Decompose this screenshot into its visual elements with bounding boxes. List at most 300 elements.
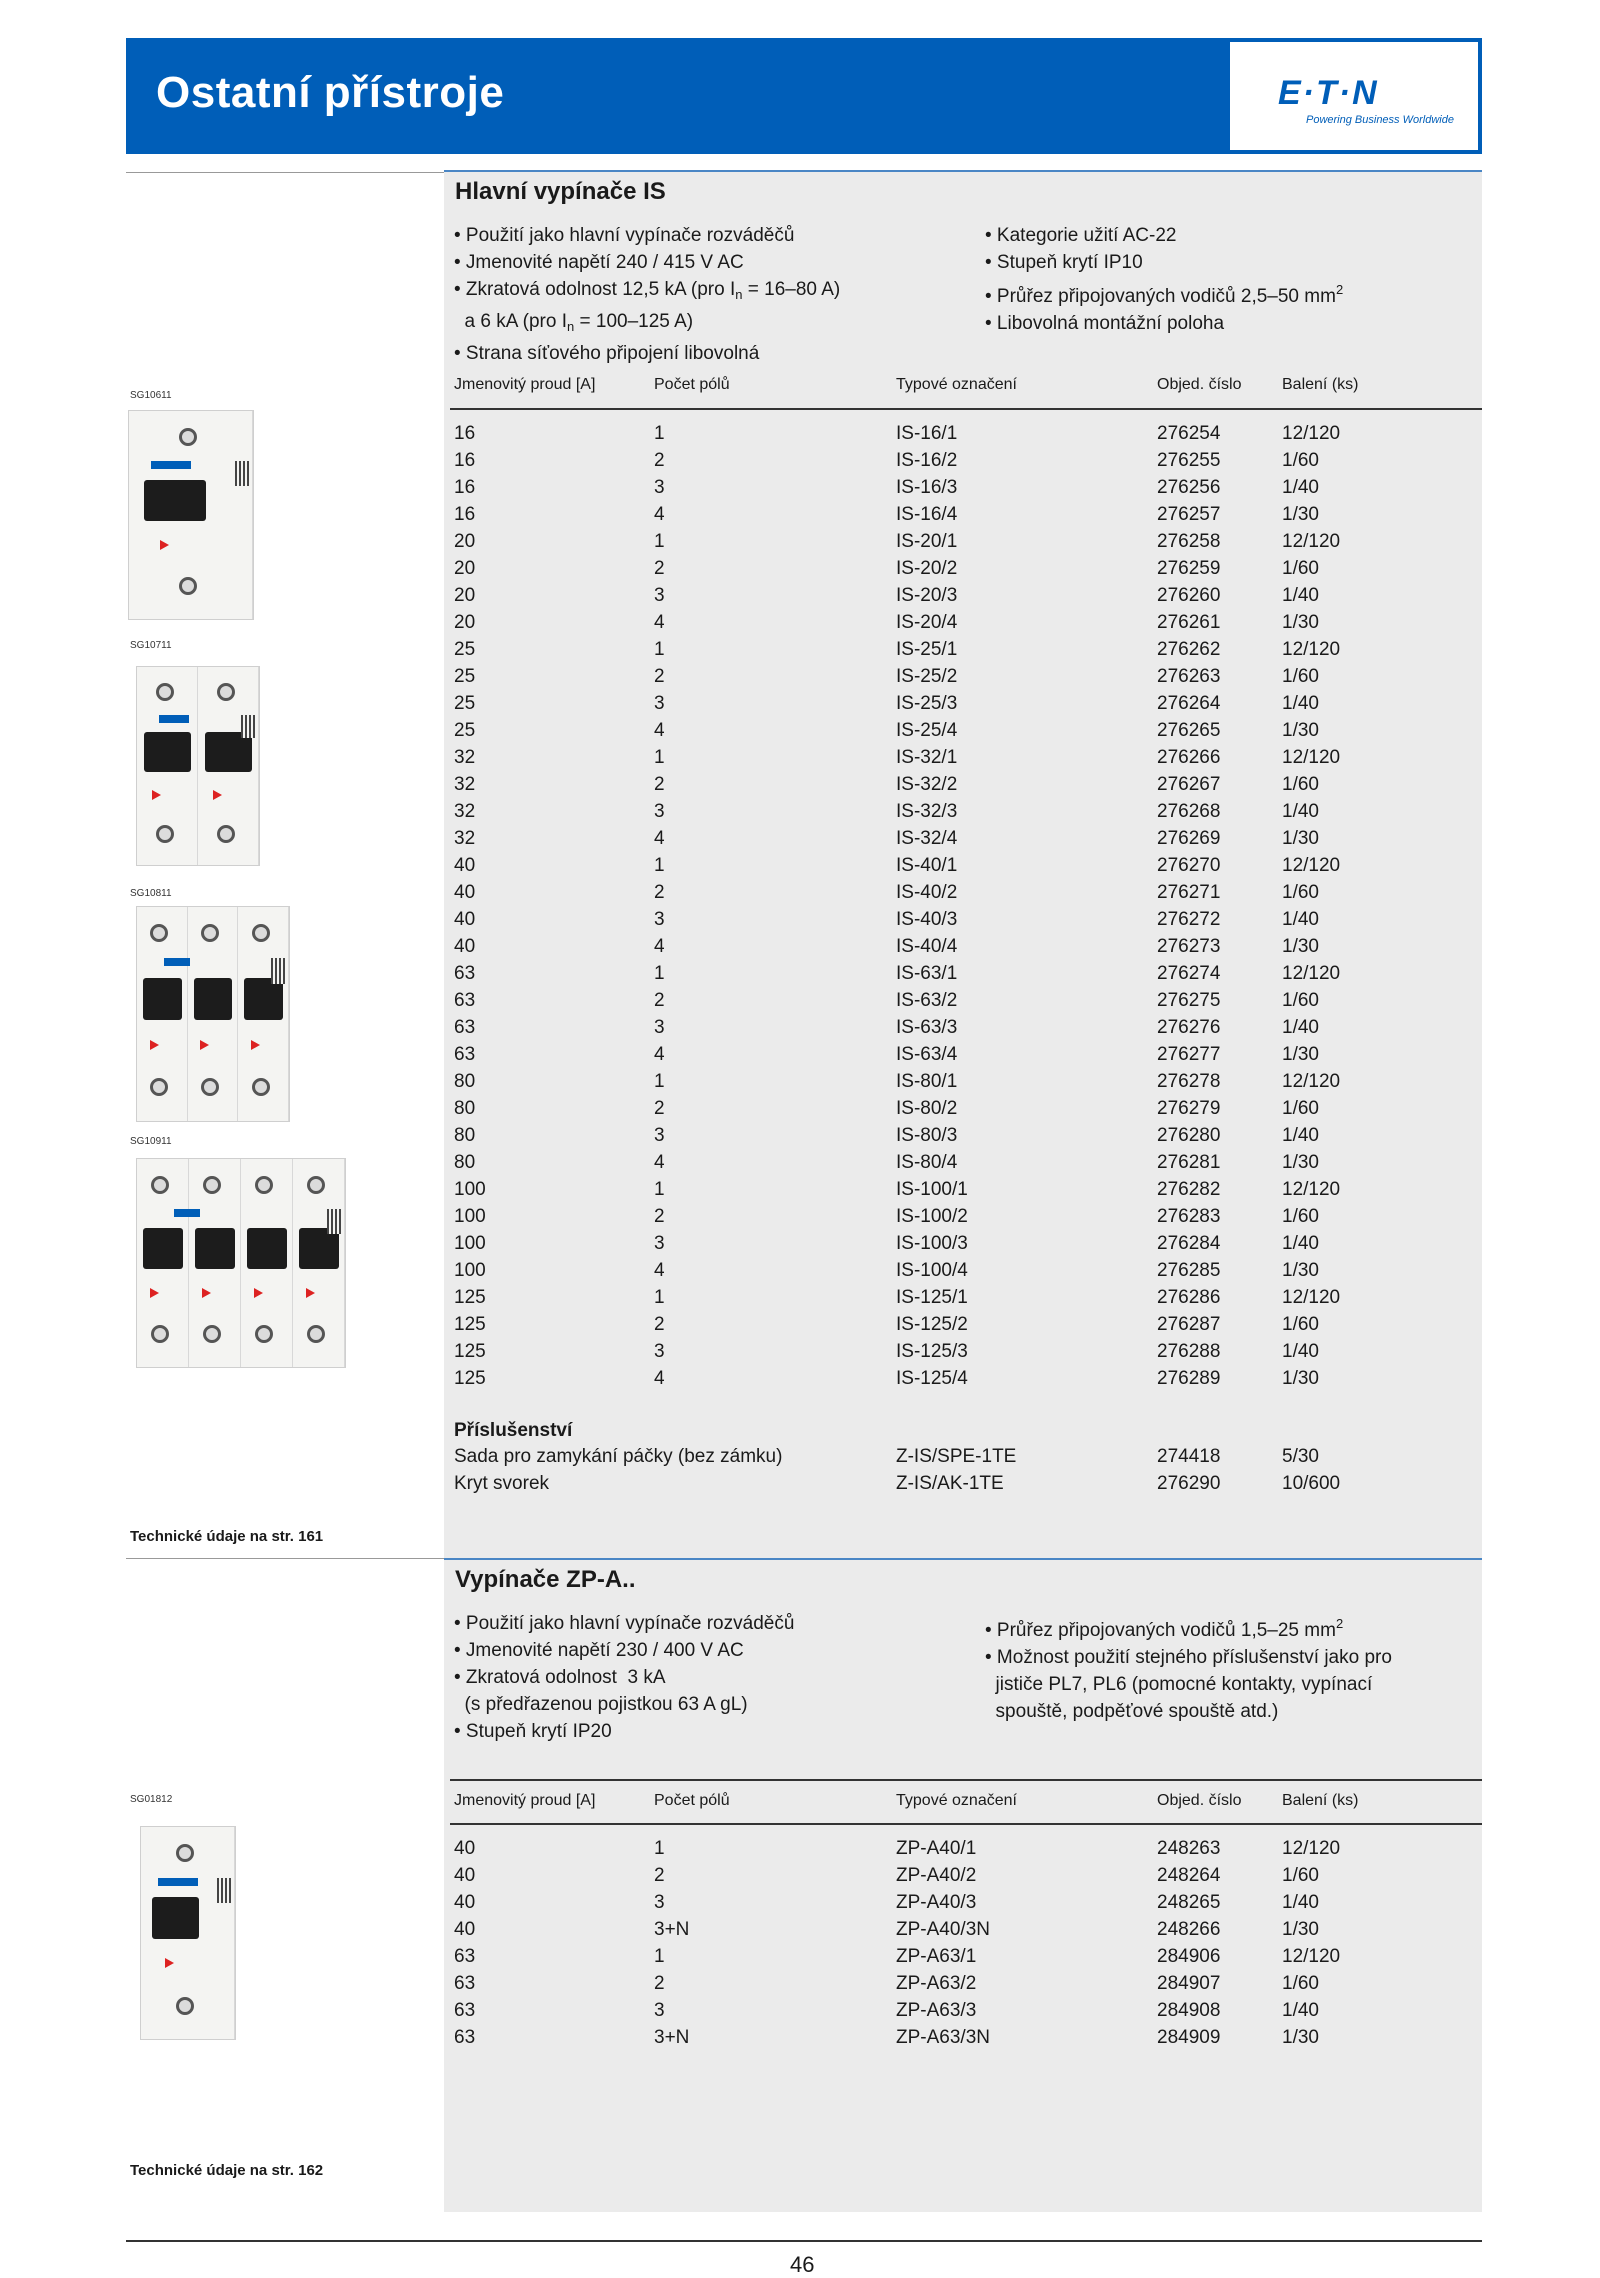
table-cell: IS-40/4	[896, 936, 958, 957]
table-cell: 12/120	[1282, 1071, 1341, 1092]
table-cell: IS-80/4	[896, 1152, 958, 1173]
column-header: Balení (ks)	[1282, 1792, 1359, 1809]
column-header: Počet pólů	[654, 1792, 730, 1809]
column-header: Počet pólů	[654, 376, 730, 393]
toggle-handle-icon	[144, 480, 206, 522]
table-top-rule	[450, 1779, 1482, 1781]
table-cell: Z-IS/AK-1TE	[896, 1473, 1004, 1494]
table-cell: 274418	[1157, 1446, 1221, 1467]
table-cell: 2	[654, 558, 665, 579]
table-cell: 40	[454, 936, 476, 957]
table-cell: 1/40	[1282, 585, 1319, 606]
table-cell: 125	[454, 1314, 486, 1335]
table-cell: IS-100/3	[896, 1233, 968, 1254]
indicator-arrow-icon	[254, 1288, 263, 1298]
feature-text: (s předřazenou pojistkou 63 A gL)	[454, 1694, 748, 1715]
table-cell: 16	[454, 423, 476, 444]
switch-1-pole-image	[128, 410, 254, 620]
table-cell: 1/30	[1282, 720, 1319, 741]
feature-line	[985, 1698, 1392, 1725]
table-cell: IS-16/3	[896, 477, 958, 498]
table-cell: 3	[654, 801, 665, 822]
table-cell: ZP-A40/3N	[896, 1919, 990, 1940]
table-cell: 3+N	[654, 1919, 690, 1940]
table-cell: 25	[454, 693, 476, 714]
feature-line	[454, 1664, 794, 1691]
table-cell: IS-63/2	[896, 990, 958, 1011]
table-cell: 1	[654, 1071, 665, 1092]
column-header: Jmenovitý proud [A]	[454, 1792, 596, 1809]
table-cell: 100	[454, 1233, 486, 1254]
table-cell: 2	[654, 1865, 665, 1886]
table-cell: 80	[454, 1152, 476, 1173]
table-cell: 276283	[1157, 1206, 1221, 1227]
feature-line	[985, 222, 1343, 249]
table-row	[0, 1473, 1600, 1500]
table-cell: 276255	[1157, 450, 1221, 471]
table-cell: 2	[654, 990, 665, 1011]
table-cell: 1/40	[1282, 693, 1319, 714]
table-cell: 2	[654, 666, 665, 687]
table-cell: 1/60	[1282, 1865, 1319, 1886]
feature-text: • Možnost použití stejného příslušenství jako pro	[985, 1647, 1392, 1668]
zpa-switch-image	[140, 1826, 236, 2040]
indicator-arrow-icon	[213, 790, 222, 800]
table-cell: 276273	[1157, 936, 1221, 957]
table-cell: 276278	[1157, 1071, 1221, 1092]
feature-line	[454, 1637, 794, 1664]
table-row	[0, 1125, 1600, 1152]
table-cell: 4	[654, 1044, 665, 1065]
feature-text: • Použití jako hlavní vypínače rozváděčů	[454, 1613, 795, 1634]
section-zpa-features-right	[985, 1610, 1392, 1725]
indicator-arrow-icon	[150, 1288, 159, 1298]
table-cell: 1/40	[1282, 1017, 1319, 1038]
table-cell: 276263	[1157, 666, 1221, 687]
table-cell: IS-80/2	[896, 1098, 958, 1119]
table-cell: 25	[454, 720, 476, 741]
table-cell: 20	[454, 558, 476, 579]
feature-line	[454, 308, 840, 340]
table-cell: 1/30	[1282, 1044, 1319, 1065]
table-row	[0, 1838, 1600, 1865]
table-cell: 1/60	[1282, 1206, 1319, 1227]
screw-icon	[217, 683, 235, 701]
table-cell: 40	[454, 909, 476, 930]
indicator-arrow-icon	[306, 1288, 315, 1298]
table-cell: 5/30	[1282, 1446, 1319, 1467]
section-is-features-right	[985, 222, 1343, 337]
table-cell: IS-20/4	[896, 612, 958, 633]
table-cell: 4	[654, 720, 665, 741]
table-cell: 63	[454, 2000, 476, 2021]
toggle-handle-icon	[205, 732, 251, 772]
table-cell: 3	[654, 477, 665, 498]
table-cell: 1	[654, 1287, 665, 1308]
indicator-arrow-icon	[150, 1040, 159, 1050]
table-cell: 16	[454, 450, 476, 471]
table-cell: IS-80/3	[896, 1125, 958, 1146]
column-header: Typové označení	[896, 1792, 1017, 1809]
toggle-handle-icon	[195, 1228, 235, 1270]
screw-icon	[179, 428, 197, 446]
table-cell: 12/120	[1282, 963, 1341, 984]
feature-text: • Průřez připojovaných vodičů 1,5–25 mm	[985, 1620, 1336, 1641]
table-cell: 2	[654, 1098, 665, 1119]
table-cell: 276264	[1157, 693, 1221, 714]
table-cell: 276280	[1157, 1125, 1221, 1146]
label-stripe-icon	[235, 461, 249, 486]
table-cell: 63	[454, 1017, 476, 1038]
table-cell: IS-32/1	[896, 747, 958, 768]
table-cell: 1/40	[1282, 477, 1319, 498]
table-cell: 12/120	[1282, 531, 1341, 552]
table-cell: Kryt svorek	[454, 1473, 550, 1494]
table-cell: 276258	[1157, 531, 1221, 552]
table-cell: 100	[454, 1260, 486, 1281]
table-cell: 276262	[1157, 639, 1221, 660]
eaton-logo	[1230, 42, 1478, 150]
table-cell: 276269	[1157, 828, 1221, 849]
table-cell: 284909	[1157, 2027, 1221, 2048]
feature-text: • Průřez připojovaných vodičů 2,5–50 mm	[985, 286, 1336, 307]
indicator-arrow-icon	[251, 1040, 260, 1050]
screw-icon	[176, 1997, 194, 2015]
table-cell: 12/120	[1282, 1179, 1341, 1200]
label-stripe-icon	[217, 1878, 231, 1903]
image-code: SG10711	[130, 640, 172, 651]
table-cell: 1/60	[1282, 882, 1319, 903]
page-title: Ostatní přístroje	[156, 68, 505, 117]
feature-line	[454, 1718, 794, 1745]
table-cell: 32	[454, 747, 476, 768]
table-cell: 276254	[1157, 423, 1221, 444]
table-cell: IS-16/2	[896, 450, 958, 471]
table-cell: 276268	[1157, 801, 1221, 822]
accessories-title: Příslušenství	[454, 1420, 573, 1441]
table-cell: 248266	[1157, 1919, 1221, 1940]
eaton-mark-icon	[151, 461, 191, 469]
table-cell: 276279	[1157, 1098, 1221, 1119]
table-cell: 16	[454, 477, 476, 498]
table-cell: IS-25/2	[896, 666, 958, 687]
table-cell: 276270	[1157, 855, 1221, 876]
table-cell: 3	[654, 1017, 665, 1038]
table-cell: 3	[654, 909, 665, 930]
subscript: n	[735, 287, 743, 302]
toggle-handle-icon	[143, 978, 182, 1021]
table-cell: 2	[654, 450, 665, 471]
toggle-handle-icon	[152, 1897, 199, 1939]
table-cell: 248264	[1157, 1865, 1221, 1886]
table-row	[0, 882, 1600, 909]
table-cell: 12/120	[1282, 1946, 1341, 1967]
screw-icon	[203, 1176, 221, 1194]
table-cell: IS-80/1	[896, 1071, 958, 1092]
table-cell: IS-125/2	[896, 1314, 968, 1335]
table-cell: 125	[454, 1368, 486, 1389]
feature-text: spouště, podpěťové spouště atd.)	[985, 1701, 1279, 1722]
table-cell: 276287	[1157, 1314, 1221, 1335]
table-cell: 276277	[1157, 1044, 1221, 1065]
table-cell: 1/60	[1282, 1314, 1319, 1335]
table-row	[0, 2000, 1600, 2027]
table-cell: IS-25/3	[896, 693, 958, 714]
table-cell: IS-32/2	[896, 774, 958, 795]
screw-icon	[176, 1844, 194, 1862]
table-cell: IS-100/4	[896, 1260, 968, 1281]
table-cell: 40	[454, 882, 476, 903]
superscript: 2	[1335, 282, 1344, 297]
section-zpa-rule	[444, 1558, 1482, 1560]
table-cell: 1/30	[1282, 612, 1319, 633]
table-cell: 284907	[1157, 1973, 1221, 1994]
feature-text: jističe PL7, PL6 (pomocné kontakty, vypínací	[985, 1674, 1373, 1695]
feature-line	[985, 1610, 1392, 1644]
subscript: n	[567, 319, 575, 334]
screw-icon	[307, 1176, 325, 1194]
table-cell: 63	[454, 1946, 476, 1967]
left-divider	[126, 172, 444, 173]
table-cell: 32	[454, 828, 476, 849]
eaton-mark-icon	[158, 1878, 198, 1886]
indicator-arrow-icon	[160, 540, 169, 550]
feature-text: = 100–125 A)	[574, 311, 694, 332]
footer-rule	[126, 2240, 1482, 2242]
table-cell: 125	[454, 1287, 486, 1308]
table-cell: 12/120	[1282, 1838, 1341, 1859]
table-cell: 276284	[1157, 1233, 1221, 1254]
feature-line	[985, 1671, 1392, 1698]
switch-3-pole-image	[136, 906, 290, 1122]
table-cell: 1/60	[1282, 1973, 1319, 1994]
table-cell: 3	[654, 585, 665, 606]
table-cell: 276274	[1157, 963, 1221, 984]
table-cell: 276285	[1157, 1260, 1221, 1281]
feature-line	[454, 1610, 794, 1637]
table-cell: 276256	[1157, 477, 1221, 498]
table-cell: 3	[654, 2000, 665, 2021]
table-cell: 1/30	[1282, 1152, 1319, 1173]
table-cell: ZP-A63/3N	[896, 2027, 990, 2048]
image-code: SG10911	[130, 1136, 172, 1147]
table-cell: 20	[454, 531, 476, 552]
table-cell: 80	[454, 1071, 476, 1092]
switch-2-pole-image	[136, 666, 260, 866]
table-cell: 2	[654, 882, 665, 903]
feature-text: • Jmenovité napětí 230 / 400 V AC	[454, 1640, 744, 1661]
table-cell: 3	[654, 1233, 665, 1254]
section-is-features-left	[454, 222, 840, 367]
table-cell: 1	[654, 531, 665, 552]
feature-line	[985, 310, 1343, 337]
table-cell: 4	[654, 828, 665, 849]
switch-4-pole-image	[136, 1158, 346, 1368]
table-cell: IS-63/4	[896, 1044, 958, 1065]
table-cell: IS-20/3	[896, 585, 958, 606]
screw-icon	[252, 924, 270, 942]
table-header-rule	[450, 1823, 1482, 1825]
table-cell: IS-63/3	[896, 1017, 958, 1038]
table-cell: 1/40	[1282, 1341, 1319, 1362]
screw-icon	[252, 1078, 270, 1096]
image-code: SG01812	[130, 1794, 173, 1805]
table-cell: IS-16/1	[896, 423, 958, 444]
feature-line	[985, 276, 1343, 310]
feature-text: • Stupeň krytí IP20	[454, 1721, 612, 1742]
table-cell: ZP-A40/3	[896, 1892, 977, 1913]
table-cell: 1	[654, 855, 665, 876]
feature-line	[454, 1691, 794, 1718]
table-cell: 25	[454, 666, 476, 687]
page-number: 46	[790, 2252, 815, 2277]
table-cell: 80	[454, 1125, 476, 1146]
feature-line	[454, 249, 840, 276]
column-header: Balení (ks)	[1282, 376, 1359, 393]
toggle-handle-icon	[194, 978, 233, 1021]
feature-text: • Zkratová odolnost 12,5 kA (pro I	[454, 279, 736, 300]
label-stripe-icon	[327, 1209, 341, 1234]
table-cell: 63	[454, 1044, 476, 1065]
table-cell: 1/30	[1282, 504, 1319, 525]
table-cell: 1/30	[1282, 2027, 1319, 2048]
table-cell: 125	[454, 1341, 486, 1362]
table-cell: 248263	[1157, 1838, 1221, 1859]
image-code: SG10611	[130, 390, 172, 401]
toggle-handle-icon	[144, 732, 190, 772]
table-cell: 3	[654, 693, 665, 714]
feature-line	[985, 1644, 1392, 1671]
table-cell: 3	[654, 1125, 665, 1146]
table-cell: 1	[654, 1179, 665, 1200]
table-cell: 63	[454, 963, 476, 984]
table-cell: 1/30	[1282, 1919, 1319, 1940]
table-cell: 276266	[1157, 747, 1221, 768]
tech-data-note: Technické údaje na str. 162	[130, 2162, 324, 2179]
table-cell: 276275	[1157, 990, 1221, 1011]
table-cell: 1	[654, 423, 665, 444]
table-cell: 276289	[1157, 1368, 1221, 1389]
table-row	[0, 2027, 1600, 2054]
table-cell: 276276	[1157, 1017, 1221, 1038]
table-cell: IS-25/1	[896, 639, 958, 660]
feature-line	[454, 340, 840, 367]
table-cell: 4	[654, 1152, 665, 1173]
table-cell: 32	[454, 774, 476, 795]
table-cell: ZP-A40/1	[896, 1838, 977, 1859]
table-cell: IS-32/3	[896, 801, 958, 822]
table-cell: IS-40/3	[896, 909, 958, 930]
table-cell: ZP-A63/2	[896, 1973, 977, 1994]
table-cell: 63	[454, 1973, 476, 1994]
feature-text: a 6 kA (pro I	[454, 311, 567, 332]
table-cell: 3	[654, 1892, 665, 1913]
table-cell: 1/60	[1282, 450, 1319, 471]
table-cell: 1/30	[1282, 1260, 1319, 1281]
table-cell: 276265	[1157, 720, 1221, 741]
table-cell: 284906	[1157, 1946, 1221, 1967]
table-cell: 276272	[1157, 909, 1221, 930]
table-cell: IS-16/4	[896, 504, 958, 525]
table-cell: 20	[454, 585, 476, 606]
table-cell: IS-40/2	[896, 882, 958, 903]
table-cell: 25	[454, 639, 476, 660]
table-cell: 1/40	[1282, 1892, 1319, 1913]
table-cell: 63	[454, 2027, 476, 2048]
table-cell: 40	[454, 855, 476, 876]
table-cell: 1	[654, 1946, 665, 1967]
table-cell: Sada pro zamykání páčky (bez zámku)	[454, 1446, 783, 1467]
table-header-rule	[450, 408, 1482, 410]
column-header: Objed. číslo	[1157, 376, 1242, 393]
table-cell: IS-63/1	[896, 963, 958, 984]
column-header: Jmenovitý proud [A]	[454, 376, 596, 393]
page-header	[126, 38, 1482, 154]
image-code: SG10811	[130, 888, 172, 899]
table-cell: 1/40	[1282, 801, 1319, 822]
column-header: Typové označení	[896, 376, 1017, 393]
table-cell: 1/60	[1282, 558, 1319, 579]
table-cell: 40	[454, 1838, 476, 1859]
table-row	[0, 1919, 1600, 1946]
table-cell: IS-32/4	[896, 828, 958, 849]
table-cell: IS-40/1	[896, 855, 958, 876]
section-is-title: Hlavní vypínače IS	[455, 178, 666, 205]
table-cell: 1/60	[1282, 990, 1319, 1011]
table-cell: Z-IS/SPE-1TE	[896, 1446, 1017, 1467]
table-cell: 32	[454, 801, 476, 822]
feature-text: • Kategorie užití AC-22	[985, 225, 1177, 246]
table-cell: 4	[654, 504, 665, 525]
screw-icon	[151, 1176, 169, 1194]
table-cell: IS-125/1	[896, 1287, 968, 1308]
table-cell: 276290	[1157, 1473, 1221, 1494]
table-cell: 1	[654, 963, 665, 984]
table-cell: IS-20/2	[896, 558, 958, 579]
table-row	[0, 1946, 1600, 1973]
table-cell: IS-100/1	[896, 1179, 968, 1200]
table-cell: 100	[454, 1206, 486, 1227]
feature-text: • Libovolná montážní poloha	[985, 313, 1225, 334]
table-cell: 1/40	[1282, 1233, 1319, 1254]
table-cell: 1	[654, 639, 665, 660]
table-row	[0, 1865, 1600, 1892]
feature-text: • Použití jako hlavní vypínače rozváděčů	[454, 225, 795, 246]
table-cell: 276267	[1157, 774, 1221, 795]
table-cell: 1/40	[1282, 1125, 1319, 1146]
table-cell: 12/120	[1282, 1287, 1341, 1308]
table-row	[0, 1892, 1600, 1919]
table-cell: 100	[454, 1179, 486, 1200]
feature-line	[454, 276, 840, 308]
table-cell: ZP-A63/1	[896, 1946, 977, 1967]
table-cell: 40	[454, 1865, 476, 1886]
screw-icon	[255, 1176, 273, 1194]
table-cell: 276257	[1157, 504, 1221, 525]
table-cell: IS-125/4	[896, 1368, 968, 1389]
table-cell: 276260	[1157, 585, 1221, 606]
table-cell: 12/120	[1282, 639, 1341, 660]
screw-icon	[156, 825, 174, 843]
table-cell: 284908	[1157, 2000, 1221, 2021]
table-cell: 10/600	[1282, 1473, 1341, 1494]
indicator-arrow-icon	[165, 1958, 174, 1968]
table-cell: IS-100/2	[896, 1206, 968, 1227]
tech-data-note: Technické údaje na str. 161	[130, 1528, 324, 1545]
section-zpa-title: Vypínače ZP-A..	[455, 1566, 636, 1593]
table-cell: IS-25/4	[896, 720, 958, 741]
table-cell: 1/30	[1282, 1368, 1319, 1389]
